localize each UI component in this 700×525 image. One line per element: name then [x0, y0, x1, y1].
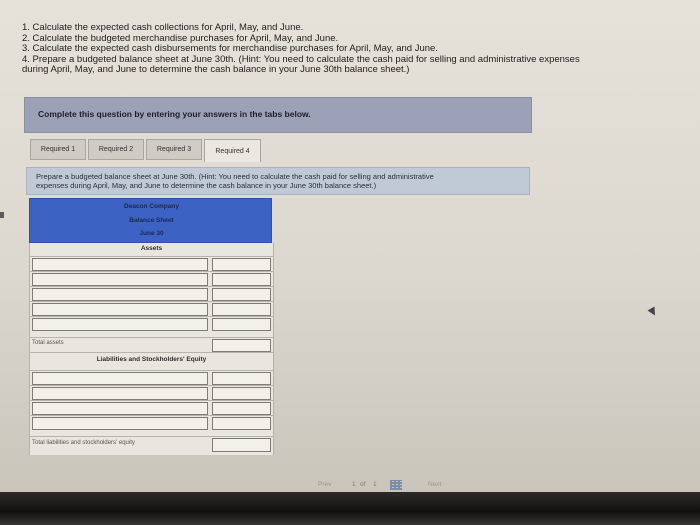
balance-sheet-header	[29, 198, 272, 243]
asset-amount-input[interactable]	[212, 258, 271, 271]
assets-heading-row	[30, 243, 273, 256]
liability-row	[30, 400, 273, 416]
liabilities-heading-row	[30, 352, 273, 367]
hint-line-1: Prepare a budgeted balance sheet at June 30th. (Hint: You need to calculate the cash paid for selling and administrative	[36, 172, 434, 181]
asset-row	[30, 301, 273, 317]
question-instructions	[22, 23, 662, 76]
total-assets-label: Total assets	[32, 340, 64, 346]
instruction-1: 1. Calculate the expected cash collections for April, May, and June.	[22, 22, 304, 33]
instruction-4: 4. Prepare a budgeted balance sheet at June 30th. (Hint: You need to calculate the cash paid for selling and administrative expenses	[22, 53, 580, 65]
liability-row	[30, 385, 273, 401]
tab-required-4[interactable]: Required 4	[204, 139, 261, 162]
asset-label-input[interactable]	[32, 303, 208, 316]
hint-line-2: expenses during April, May, and June to determine the cash balance in your June 30th balance sheet.)	[36, 180, 377, 190]
statement-date: June 30	[139, 230, 164, 237]
mouse-cursor-icon	[648, 307, 659, 318]
question-grid-icon[interactable]	[390, 480, 402, 490]
asset-row	[30, 271, 273, 287]
instructions-banner	[24, 97, 532, 133]
total-liabilities-input[interactable]	[212, 438, 271, 452]
asset-label-input[interactable]	[32, 273, 208, 286]
asset-label-input[interactable]	[32, 258, 208, 271]
page-total: 1	[373, 481, 377, 488]
liability-label-input[interactable]	[32, 387, 208, 400]
liability-amount-input[interactable]	[212, 387, 271, 400]
company-name: Deacon Company	[124, 203, 179, 210]
page-of: of	[360, 481, 366, 488]
page-current: 1	[352, 481, 356, 488]
tab-required-3[interactable]: Required 3	[146, 139, 202, 160]
total-liabilities-label: Total liabilities and stockholders' equity	[32, 440, 135, 446]
liability-amount-input[interactable]	[212, 372, 271, 385]
total-liabilities-row	[30, 436, 273, 453]
hint-box	[26, 167, 530, 195]
next-button[interactable]: Next	[428, 481, 442, 488]
tab-required-2[interactable]: Required 2	[88, 139, 144, 160]
asset-amount-input[interactable]	[212, 318, 271, 331]
asset-row	[30, 316, 273, 332]
asset-row	[30, 286, 273, 302]
asset-amount-input[interactable]	[212, 288, 271, 301]
instruction-2: 2. Calculate the budgeted merchandise purchases for April, May, and June.	[22, 32, 339, 44]
liability-amount-input[interactable]	[212, 417, 271, 430]
asset-label-input[interactable]	[32, 318, 208, 331]
balance-sheet-grid	[29, 243, 274, 455]
liability-row	[30, 415, 273, 431]
statement-title: Balance Sheet	[129, 217, 174, 224]
prev-button[interactable]: Prev	[318, 481, 332, 488]
instruction-3: 3. Calculate the expected cash disbursements for merchandise purchases for April, May, and June.	[22, 43, 438, 54]
assets-heading: Assets	[140, 245, 163, 252]
edge-mark	[0, 212, 4, 218]
liability-label-input[interactable]	[32, 372, 208, 385]
asset-label-input[interactable]	[32, 288, 208, 301]
instruction-4-cont: during April, May, and June to determine the cash balance in your June 30th balance sheet.)	[22, 64, 410, 75]
asset-row	[30, 256, 273, 272]
asset-amount-input[interactable]	[212, 273, 271, 286]
tab-required-1[interactable]: Required 1	[30, 139, 86, 160]
liability-amount-input[interactable]	[212, 402, 271, 415]
liability-label-input[interactable]	[32, 402, 208, 415]
liability-label-input[interactable]	[32, 417, 208, 430]
monitor-bezel	[0, 492, 700, 525]
asset-amount-input[interactable]	[212, 303, 271, 316]
total-assets-row	[30, 337, 273, 353]
banner-text: Complete this question by entering your answers in the tabs below.	[38, 109, 311, 119]
total-assets-input[interactable]	[212, 339, 271, 352]
liabilities-heading: Liabilities and Stockholders' Equity	[96, 356, 207, 363]
liability-row	[30, 370, 273, 386]
